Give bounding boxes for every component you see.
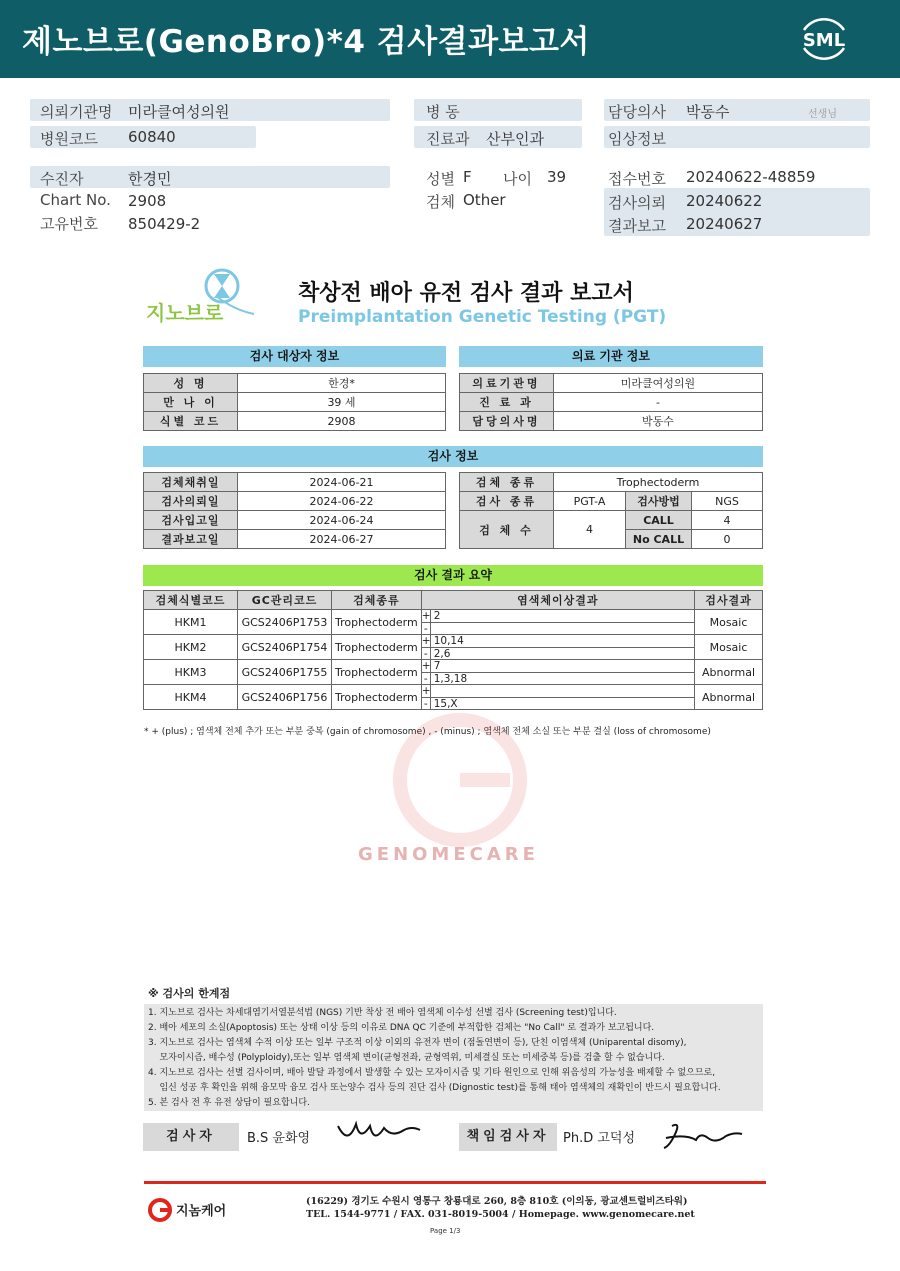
age-label: 나이 [503,170,532,188]
plus-sign: + [421,660,431,672]
institution-table [459,373,763,431]
sample-type: Trophectoderm [332,660,422,685]
collect-date-value: 2024-06-21 [238,473,446,492]
count-label: 검 체 수 [460,511,554,549]
summary-section-title: 검사 결과 요약 [143,565,763,586]
dept-value: 산부인과 [486,130,544,148]
minus-sign: - [422,673,431,684]
gain-value: 7 [433,660,441,672]
patient-label: 수진자 [40,170,84,188]
genomecare-logo [146,1196,246,1224]
test-section-title: 검사 정보 [143,446,763,467]
institution-dept-value: - [554,393,763,412]
limitation-item: 3. 지노브로 검사는 염색체 수적 이상 또는 일부 구조적 이상 이외의 유전자 변이 (점돌연변이 등), 단친 이염색체 (Uniparental disomy), [148,1038,687,1048]
row-shade [30,166,390,188]
sex-label: 성별 [426,170,455,188]
chart-value: 2908 [128,192,167,210]
method-value: NGS [692,492,763,511]
plus-sign: + [421,635,431,647]
patient-value: 한경민 [128,170,172,188]
footer-address: (16229) 경기도 수원시 영통구 창룡대로 260, 8층 810호 (이의동, 광교센트럴비즈타워) [306,1196,688,1207]
institution-name-label: 의료기관명 [460,374,554,393]
chromosome-result [421,635,694,660]
test-type-label: 검사 종류 [460,492,554,511]
clinical-label: 임상정보 [608,130,666,148]
doctor-suffix: 선생님 [808,109,837,120]
hospital-value: 미라클여성의원 [128,103,230,121]
loss-value: 15,X [433,698,458,710]
request-date-value: 2024-06-22 [238,492,446,511]
loss-value: 1,3,18 [433,673,468,685]
minus-sign: - [422,648,431,659]
summary-header: 염색체이상결과 [421,591,694,610]
subject-table [143,373,446,431]
genobro-logo [144,266,264,330]
chart-label: Chart No. [40,191,111,209]
test-dates-table [143,472,446,549]
limitations-box [144,1004,763,1111]
dept-label: 진료과 [426,130,470,148]
method-label: 검사방법 [626,492,692,511]
chief-signature-icon [656,1118,746,1154]
call-label: CALL [626,511,692,530]
nocall-value: 0 [692,530,763,549]
hospital-label: 의뢰기관명 [40,103,113,121]
subject-id-value: 2908 [238,412,446,431]
examiner-name: B.S 윤화영 [247,1131,311,1146]
specimen-label: 검체 [426,193,455,211]
summary-header: 검사결과 [695,591,763,610]
call-value: 4 [692,511,763,530]
institution-doctor-value: 박동수 [554,412,763,431]
sample-id: HKM2 [144,635,238,660]
plus-sign: + [421,610,431,622]
count-value: 4 [554,511,626,549]
loss-value: 2,6 [433,648,451,660]
table-row [144,610,763,635]
limitation-item: 1. 지노브로 검사는 차세대염기서열분석법 (NGS) 기반 착상 전 배아 염색체 이수성 선별 검사 (Screening test)입니다. [148,1008,617,1018]
test-result: Mosaic [695,610,763,635]
summary-header: 검체식별코드 [144,591,238,610]
minus-sign: - [422,623,431,634]
report-subtitle: Preimplantation Genetic Testing (PGT) [298,307,667,327]
chromosome-result [421,610,694,635]
id-value: 850429-2 [128,215,201,233]
subject-age-value: 39 세 [238,393,446,412]
gain-value: 2 [433,610,441,622]
footer-phone: TEL. 1544-9771 / FAX. 031-8019-5004 / Homepage. www.genomecare.net [306,1209,695,1220]
watermark-text: GENOMECARE [358,844,539,865]
report-date-value: 20240627 [686,215,763,233]
subject-name-value: 한경* [238,374,446,393]
test-type-value: PGT-A [554,492,626,511]
report-title: 착상전 배아 유전 검사 결과 보고서 [298,281,634,306]
report-header [0,0,900,78]
request-value: 20240622 [686,192,763,210]
institution-dept-label: 진 료 과 [460,393,554,412]
request-date-label: 검사의뢰일 [144,492,238,511]
summary-header: GC관리코드 [238,591,332,610]
code-value: 60840 [128,128,176,146]
genobro-logo-text: 지노브로 [146,301,224,325]
ward-label: 병 동 [426,103,460,121]
sml-logo-text: SML [802,30,846,51]
sample-type: Trophectoderm [332,685,422,710]
specimen-type-label: 검체 종류 [460,473,554,492]
report-date-label: 결과보고일 [144,530,238,549]
gc-code: GCS2406P1753 [238,610,332,635]
sml-logo [796,12,852,66]
examiner-signature-icon [334,1116,424,1150]
gc-code: GCS2406P1754 [238,635,332,660]
received-date-label: 검사입고일 [144,511,238,530]
report-date-value: 2024-06-27 [238,530,446,549]
test-result: Abnormal [695,660,763,685]
plus-sign: + [421,685,431,697]
request-label: 검사의뢰 [608,194,666,212]
limitation-item: 5. 본 검사 전 후 유전 상담이 필요합니다. [148,1098,310,1108]
test-result: Abnormal [695,685,763,710]
report-date-label: 결과보고 [608,217,666,235]
limitation-item: 모자이시즘, 배수성 (Polyploidy),또는 일부 염색체 변이(균형전좌, 균형역위, 미세결실 또는 미세중복 등)를 검출 할 수 없습니다. [148,1053,665,1063]
page-title: 제노브로(GenoBro)*4 검사결과보고서 [22,24,590,60]
sample-type: Trophectoderm [332,610,422,635]
footer-contact [306,1195,695,1221]
id-label: 고유번호 [40,215,98,233]
age-value: 39 [547,168,567,186]
institution-section-title: 의료 기관 정보 [459,346,763,367]
company-name: 지놈케어 [176,1204,227,1219]
sample-type: Trophectoderm [332,635,422,660]
collect-date-label: 검체채취일 [144,473,238,492]
specimen-value: Other [463,191,506,209]
receipt-value: 20240622-48859 [686,168,816,186]
subject-age-label: 만 나 이 [144,393,238,412]
examiner-label: 검사자 [143,1123,239,1151]
loss-value [431,623,434,634]
subject-section-title: 검사 대상자 정보 [143,346,446,367]
footer-divider [144,1181,766,1184]
receipt-label: 접수번호 [608,170,666,188]
hourglass-icon [144,266,264,330]
minus-sign: - [422,698,431,709]
limitations-title: ※ 검사의 한계점 [148,987,231,1000]
result-footnote: * + (plus) ; 염색체 전체 추가 또는 부분 중복 (gain of chromosome) , - (minus) ; 염색체 전체 소실 또는 부분 결실 (loss of chromosome) [144,727,711,737]
gain-value [431,685,434,697]
limitation-item: 2. 배아 세포의 소실(Apoptosis) 또는 상태 이상 등의 이유로 DNA QC 기준에 부적합한 검체는 "No Call" 로 결과가 보고됩니다. [148,1023,655,1033]
gc-code: GCS2406P1756 [238,685,332,710]
chief-examiner-label: 책임검사자 [459,1123,557,1151]
page-number: Page 1/3 [430,1227,461,1235]
chief-examiner-name: Ph.D 고덕성 [563,1131,636,1146]
limitation-item: 4. 지노브로 검사는 선별 검사이며, 배아 발달 과정에서 발생할 수 있는 모자이시즘 및 기타 원인으로 인해 위음성의 가능성을 배제할 수 없으므로, [148,1068,716,1078]
sample-id: HKM1 [144,610,238,635]
test-detail-table [459,472,763,549]
test-result: Mosaic [695,635,763,660]
summary-header: 검체종류 [332,591,422,610]
specimen-type-value: Trophectoderm [554,473,763,492]
doctor-label: 담당의사 [608,103,666,121]
institution-name-value: 미라클여성의원 [554,374,763,393]
table-row [144,635,763,660]
gc-code: GCS2406P1755 [238,660,332,685]
sample-id: HKM3 [144,660,238,685]
doctor-value: 박동수 [686,103,730,121]
code-label: 병원코드 [40,130,98,148]
received-date-value: 2024-06-24 [238,511,446,530]
gain-value: 10,14 [433,635,464,647]
table-row [144,660,763,685]
institution-doctor-label: 담당의사명 [460,412,554,431]
chromosome-result [421,660,694,685]
subject-name-label: 성 명 [144,374,238,393]
subject-id-label: 식별 코드 [144,412,238,431]
sex-value: F [463,168,472,186]
limitation-item: 임신 성공 후 확인을 위해 융모막 융모 검사 또는양수 검사 등의 진단 검사 (Dignostic test)를 통해 태아 염색체의 재확인이 반드시 필요합니다. [148,1083,721,1093]
summary-table [143,590,763,710]
nocall-label: No CALL [626,530,692,549]
sample-id: HKM4 [144,685,238,710]
